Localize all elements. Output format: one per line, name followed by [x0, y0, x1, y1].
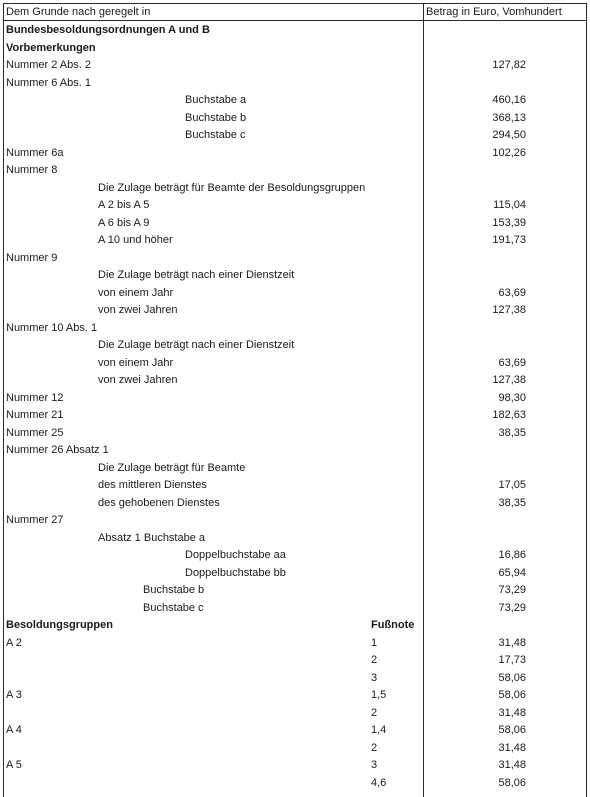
row-label: Doppelbuchstabe bb: [185, 566, 286, 579]
row-label: Vorbemerkungen: [6, 41, 96, 54]
row-amount: 182,63: [492, 409, 526, 421]
row-amount: 38,35: [498, 496, 526, 509]
row-label: des gehobenen Dienstes: [98, 496, 220, 509]
header-basis-column: Dem Grunde nach geregelt in: [6, 6, 151, 18]
row-label: von einem Jahr: [98, 356, 174, 369]
row-footnote: 2: [371, 706, 378, 719]
row-amount: 102,26: [492, 146, 526, 159]
row-label: A 5: [6, 759, 22, 771]
left-border: [3, 3, 4, 797]
row-amount: 31,48: [498, 706, 526, 719]
row-footnote: 3: [371, 759, 378, 771]
row-footnote: 4,6: [371, 776, 387, 789]
row-label: Die Zulage beträgt für Beamte: [98, 461, 246, 474]
row-amount: 17,05: [498, 479, 526, 491]
row-label: von zwei Jahren: [98, 304, 178, 316]
row-label: Nummer 27: [6, 514, 64, 526]
row-amount: 58,06: [498, 724, 526, 736]
row-label: Absatz 1 Buchstabe a: [98, 531, 206, 544]
row-amount: 460,16: [492, 94, 526, 106]
row-label: Nummer 6 Abs. 1: [6, 76, 91, 89]
row-footnote: Fußnote: [371, 619, 415, 631]
row-footnote: 1,5: [371, 689, 387, 701]
row-label: Buchstabe a: [185, 94, 247, 106]
row-amount: 31,48: [498, 759, 526, 771]
row-amount: 98,30: [498, 391, 526, 404]
row-label: Bundesbesoldungsordnungen A und B: [6, 24, 210, 36]
row-label: Die Zulage beträgt nach einer Dienstzeit: [98, 339, 295, 351]
row-footnote: 1: [371, 636, 378, 649]
row-amount: 73,29: [498, 601, 526, 614]
row-amount: 31,48: [498, 636, 526, 649]
row-label: A 4: [6, 724, 22, 736]
row-label: Buchstabe b: [143, 584, 205, 596]
row-label: Buchstabe b: [185, 111, 247, 124]
row-label: des mittleren Dienstes: [98, 479, 207, 491]
row-amount: 191,73: [492, 234, 526, 246]
row-label: Nummer 2 Abs. 2: [6, 59, 91, 71]
row-label: A 3: [6, 689, 22, 701]
row-label: A 6 bis A 9: [98, 216, 150, 229]
row-footnote: 3: [371, 671, 378, 684]
row-label: Nummer 21: [6, 409, 64, 421]
row-amount: 153,39: [492, 216, 526, 229]
row-label: Nummer 6a: [6, 146, 64, 159]
row-amount: 31,48: [498, 741, 526, 754]
row-amount: 17,73: [498, 654, 526, 666]
row-label: Die Zulage beträgt nach einer Dienstzeit: [98, 269, 295, 281]
row-label: A 2: [6, 636, 22, 649]
row-label: Nummer 8: [6, 164, 58, 176]
row-footnote: 1,4: [371, 724, 387, 736]
row-label: Besoldungsgruppen: [6, 619, 113, 631]
row-amount: 65,94: [498, 566, 526, 579]
row-label: A 2 bis A 5: [98, 199, 150, 211]
row-amount: 294,50: [492, 129, 526, 141]
header-amount-column: Betrag in Euro, Vomhundert: [426, 6, 562, 18]
header-divider: [3, 20, 587, 21]
row-label: A 10 und höher: [98, 234, 173, 246]
row-label: von zwei Jahren: [98, 374, 178, 386]
row-amount: 368,13: [492, 111, 526, 124]
row-amount: 58,06: [498, 689, 526, 701]
row-amount: 127,38: [492, 304, 526, 316]
row-amount: 115,04: [493, 199, 526, 211]
row-amount: 16,86: [498, 549, 526, 561]
row-amount: 63,69: [498, 356, 526, 369]
row-amount: 127,82: [492, 59, 526, 71]
row-amount: 38,35: [498, 426, 526, 439]
row-label: Nummer 10 Abs. 1: [6, 321, 98, 334]
row-label: von einem Jahr: [98, 286, 174, 299]
row-label: Nummer 26 Absatz 1: [6, 444, 109, 456]
row-label: Doppelbuchstabe aa: [185, 549, 286, 561]
row-footnote: 2: [371, 741, 378, 754]
row-amount: 127,38: [492, 374, 526, 386]
row-amount: 58,06: [498, 671, 526, 684]
row-label: Nummer 12: [6, 391, 64, 404]
row-label: Nummer 25: [6, 426, 64, 439]
row-label: Buchstabe c: [185, 129, 246, 141]
row-amount: 73,29: [498, 584, 526, 596]
row-footnote: 2: [371, 654, 378, 666]
row-label: Buchstabe c: [143, 601, 204, 614]
row-amount: 63,69: [498, 286, 526, 299]
row-label: Die Zulage beträgt für Beamte der Besoldungsgruppen: [98, 181, 366, 194]
row-label: Nummer 9: [6, 251, 58, 264]
row-amount: 58,06: [498, 776, 526, 789]
right-border: [586, 3, 587, 797]
